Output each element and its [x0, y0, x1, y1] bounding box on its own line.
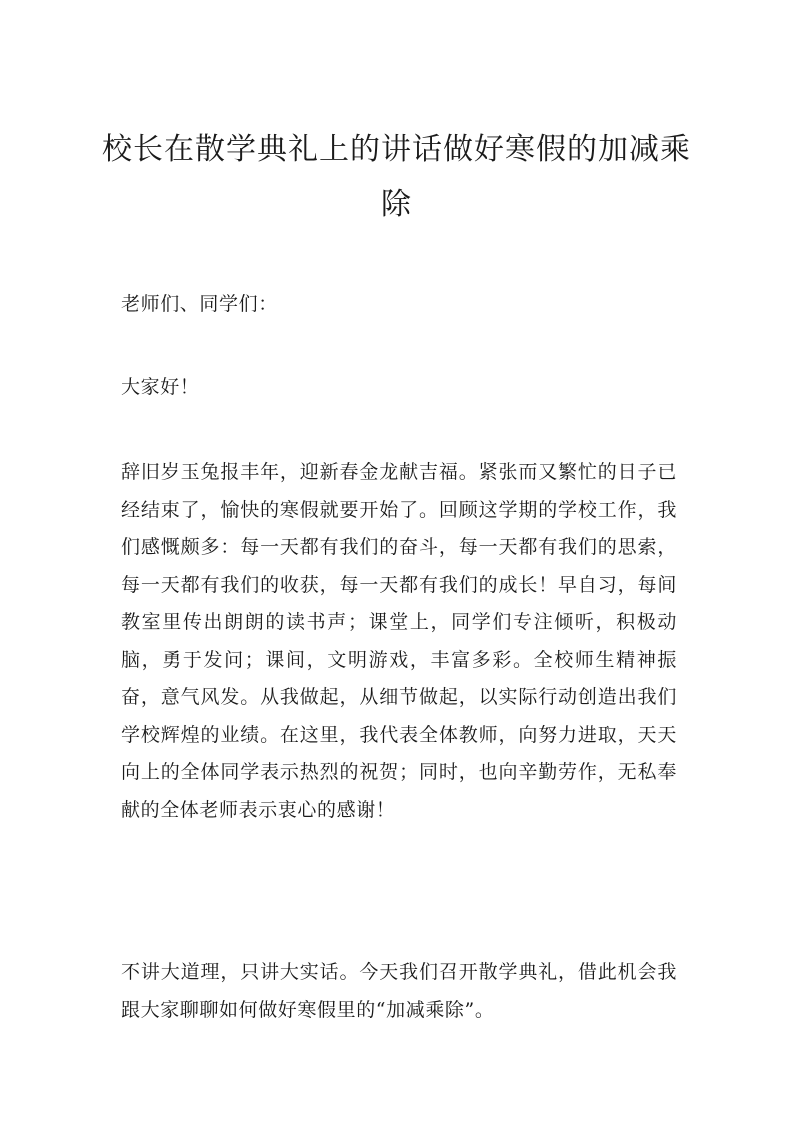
- document-title: 校长在散学典礼上的讲话做好寒假的加减乘除: [102, 132, 691, 222]
- body-paragraph-review: 辞旧岁玉兔报丰年，迎新春金龙献吉福。紧张而又繁忙的日子已经结束了，愉快的寒假就要开始了。回顾这学期的学校工作，我们感慨颇多：每一天都有我们的奋斗，每一天都有我们的思索，每一天都有我们的收获，每一天都有我们的成长！早自习，每间教室里传出朗朗的读书声；课堂上，同学们专注倾听，积极动脑，勇于发问；课间，文明游戏，丰富多彩。全校师生精神振奋，意气风发。从我做起，从细节做起，以实际行动创造出我们学校辉煌的业绩。在这里，我代表全体教师，向努力进取，天天向上的全体同学表示热烈的祝贺；同时，也向辛勤劳作，无私奉献的全体老师表示衷心的感谢！: [121, 461, 677, 821]
- body-paragraph-intro: 不讲大道理，只讲大实话。今天我们召开散学典礼，借此机会我跟大家聊聊如何做好寒假里的“加减乘除”。: [121, 961, 677, 1021]
- salutation-paragraph: 老师们、同学们：: [121, 293, 278, 315]
- greeting-paragraph: 大家好！: [121, 376, 200, 398]
